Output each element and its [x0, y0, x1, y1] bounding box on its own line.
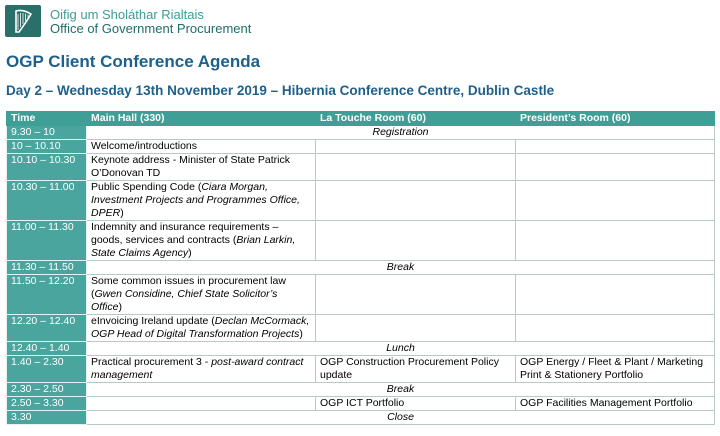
- time-cell: 12.20 – 12.40: [7, 315, 87, 342]
- main-hall-cell: [87, 397, 316, 411]
- presidents-room-cell: [516, 315, 715, 342]
- session-title-end: ): [118, 301, 122, 313]
- presidents-room-cell: [516, 275, 715, 315]
- column-header-main-hall: Main Hall (330): [87, 112, 316, 126]
- la-touche-cell: [316, 221, 516, 261]
- la-touche-cell: [316, 140, 516, 154]
- main-hall-cell: [87, 315, 316, 342]
- table-row: [7, 181, 715, 221]
- la-touche-cell: OGP ICT Portfolio: [316, 397, 516, 411]
- table-row: [7, 140, 715, 154]
- session-title: Public Spending Code (: [91, 181, 202, 193]
- session-title: Practical procurement 3 -: [91, 356, 212, 368]
- main-hall-cell: Keynote address - Minister of State Patrick O’Donovan TD: [87, 154, 316, 181]
- main-hall-cell: [87, 356, 316, 383]
- table-row: [7, 126, 715, 140]
- table-row: [7, 221, 715, 261]
- table-row: [7, 154, 715, 181]
- column-header-time: Time: [7, 112, 87, 126]
- session-title-end: ): [188, 247, 192, 259]
- la-touche-cell: [316, 275, 516, 315]
- presidents-room-cell: [516, 221, 715, 261]
- ogp-logo: [5, 5, 41, 37]
- table-header-row: [7, 112, 715, 126]
- table-row: [7, 275, 715, 315]
- time-cell: 2.50 – 3.30: [7, 397, 87, 411]
- table-row: [7, 397, 715, 411]
- session-title: Indemnity and insurance requirements – goods, services and contracts (: [91, 221, 279, 246]
- table-row: [7, 356, 715, 383]
- harp-icon: [5, 5, 41, 37]
- time-cell: 10.10 – 10.30: [7, 154, 87, 181]
- time-cell: 2.30 – 2.50: [7, 383, 87, 397]
- page-title: OGP Client Conference Agenda: [6, 52, 261, 71]
- session-title-end: ): [120, 207, 124, 219]
- agenda-table: [6, 111, 715, 425]
- time-cell: 10.30 – 11.00: [7, 181, 87, 221]
- presidents-room-cell: [516, 181, 715, 221]
- table-row: [7, 315, 715, 342]
- org-name-english: Office of Government Procurement: [50, 21, 252, 36]
- table-row: [7, 261, 715, 275]
- main-hall-cell: [87, 221, 316, 261]
- time-cell: 12.40 – 1.40: [7, 342, 87, 356]
- speaker-name: Gwen Considine, Chief State Solicitor’s Office: [91, 288, 278, 313]
- column-header-presidents-room: President’s Room (60): [516, 112, 715, 126]
- session-title-end: ): [299, 328, 303, 340]
- time-cell: 1.40 – 2.30: [7, 356, 87, 383]
- presidents-room-cell: OGP Energy / Fleet & Plant / Marketing Print & Stationery Portfolio: [516, 356, 715, 383]
- day-subtitle: Day 2 – Wednesday 13th November 2019 – Hibernia Conference Centre, Dublin Castle: [6, 83, 555, 98]
- presidents-room-cell: OGP Facilities Management Portfolio: [516, 397, 715, 411]
- presidents-room-cell: [516, 154, 715, 181]
- session-title: eInvoicing Ireland update (: [91, 315, 215, 327]
- table-row: [7, 383, 715, 397]
- time-cell: 11.30 – 11.50: [7, 261, 87, 275]
- main-hall-cell: [87, 181, 316, 221]
- session-subtitle: post-award contract management: [91, 356, 304, 381]
- la-touche-cell: OGP Construction Procurement Policy update: [316, 356, 516, 383]
- main-hall-cell: Welcome/introductions: [87, 140, 316, 154]
- session-label: Registration: [87, 126, 715, 140]
- table-row: [7, 342, 715, 356]
- time-cell: 9.30 – 10: [7, 126, 87, 140]
- session-label: Break: [87, 261, 715, 275]
- speaker-name: Brian Larkin, State Claims Agency: [91, 234, 296, 259]
- org-name-irish: Oifig um Sholáthar Rialtais: [50, 7, 204, 22]
- la-touche-cell: [316, 154, 516, 181]
- table-row: [7, 411, 715, 425]
- session-label: Close: [87, 411, 715, 425]
- column-header-la-touche: La Touche Room (60): [316, 112, 516, 126]
- time-cell: 11.00 – 11.30: [7, 221, 87, 261]
- speaker-name: Declan McCormack, OGP Head of Digital Transformation Projects: [91, 315, 310, 340]
- speaker-name: Ciara Morgan, Investment Projects and Programmes Office, DPER: [91, 181, 300, 219]
- time-cell: 11.50 – 12.20: [7, 275, 87, 315]
- presidents-room-cell: [516, 140, 715, 154]
- session-label: Break: [87, 383, 715, 397]
- main-hall-cell: [87, 275, 316, 315]
- time-cell: 10 – 10.10: [7, 140, 87, 154]
- la-touche-cell: [316, 181, 516, 221]
- la-touche-cell: [316, 315, 516, 342]
- time-cell: 3.30: [7, 411, 87, 425]
- session-title: Some common issues in procurement law (: [91, 275, 286, 300]
- session-label: Lunch: [87, 342, 715, 356]
